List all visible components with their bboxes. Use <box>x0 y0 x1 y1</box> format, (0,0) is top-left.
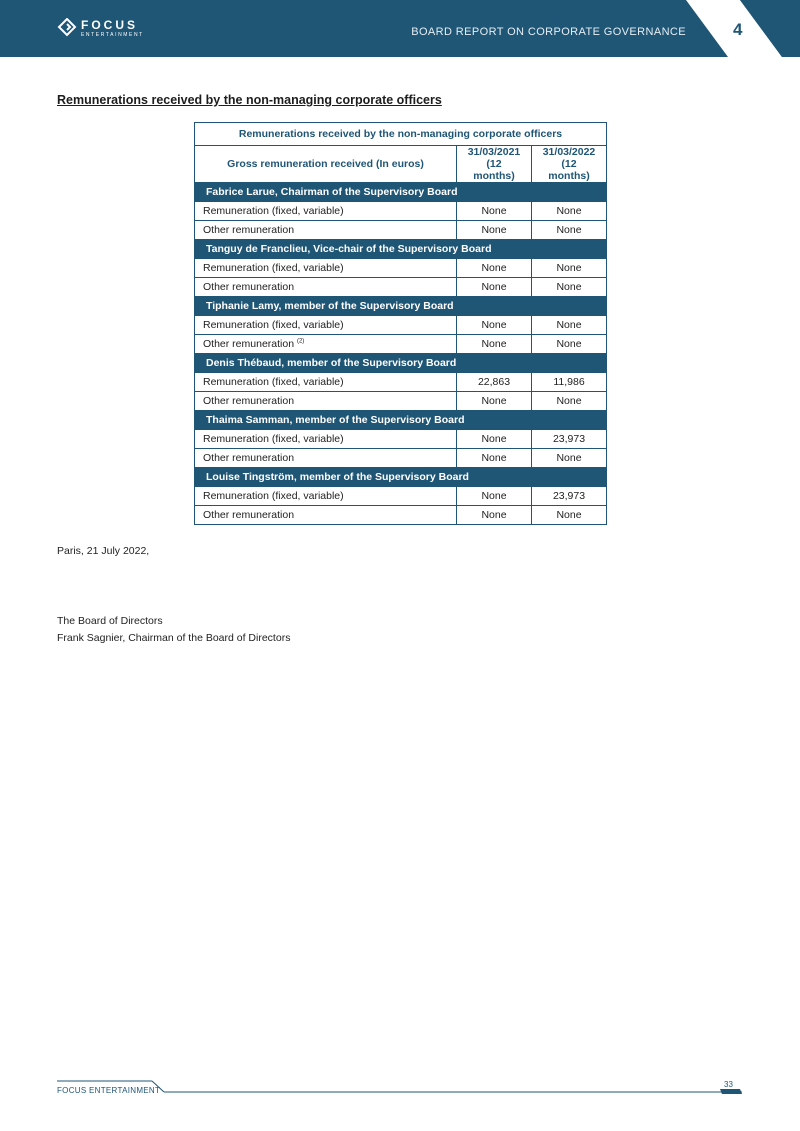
row-label-cell <box>195 202 457 221</box>
logo-main-text: FOCUS <box>81 17 138 32</box>
table-row <box>195 278 607 297</box>
value-2021: None <box>457 259 532 278</box>
value-2021: None <box>457 202 532 221</box>
table-row <box>195 373 607 392</box>
header-title: BOARD REPORT ON CORPORATE GOVERNANCE <box>411 26 686 38</box>
row-label-cell <box>195 335 457 354</box>
table-row <box>195 202 607 221</box>
table-row <box>195 449 607 468</box>
value-2022: 11,986 <box>532 373 607 392</box>
table-group-header <box>195 183 607 202</box>
row-label: Remuneration (fixed, variable) <box>203 319 344 331</box>
group-name: Denis Thébaud, member of the Supervisory Board <box>195 354 607 373</box>
value-2021: None <box>457 278 532 297</box>
page-number: 33 <box>724 1080 733 1089</box>
logo-wordmark <box>81 19 144 38</box>
table-row <box>195 506 607 525</box>
table-row <box>195 487 607 506</box>
table-group-header <box>195 354 607 373</box>
signature-line-1: The Board of Directors <box>57 615 163 627</box>
row-label-cell <box>195 430 457 449</box>
table-row <box>195 316 607 335</box>
row-label: Remuneration (fixed, variable) <box>203 262 344 274</box>
section-title: Remunerations received by the non-managing corporate officers <box>57 93 442 107</box>
row-label-cell <box>195 506 457 525</box>
value-2022: None <box>532 506 607 525</box>
table-group-header <box>195 240 607 259</box>
value-2021: 22,863 <box>457 373 532 392</box>
column-header-2022: 31/03/2022 (12 months) <box>532 146 607 183</box>
table-group-header <box>195 468 607 487</box>
chapter-number: 4 <box>733 20 743 39</box>
table-row <box>195 430 607 449</box>
value-2021: None <box>457 392 532 411</box>
value-2022: 23,973 <box>532 487 607 506</box>
row-label: Remuneration (fixed, variable) <box>203 205 344 217</box>
table-row <box>195 259 607 278</box>
value-2022: None <box>532 221 607 240</box>
row-label: Other remuneration <box>203 338 295 350</box>
row-label-cell <box>195 316 457 335</box>
row-label: Other remuneration <box>203 224 295 236</box>
value-2021: None <box>457 221 532 240</box>
column-header-label: Gross remuneration received (In euros) <box>195 146 457 183</box>
value-2021: None <box>457 430 532 449</box>
group-name: Thaima Samman, member of the Supervisory Board <box>195 411 607 430</box>
group-name: Tiphanie Lamy, member of the Supervisory Board <box>195 297 607 316</box>
value-2022: 23,973 <box>532 430 607 449</box>
value-2022: None <box>532 335 607 354</box>
footnote-marker: (2) <box>296 338 305 345</box>
group-name: Fabrice Larue, Chairman of the Supervisory Board <box>195 183 607 202</box>
value-2022: None <box>532 449 607 468</box>
group-name: Louise Tingström, member of the Supervisory Board <box>195 468 607 487</box>
table-row <box>195 221 607 240</box>
value-2021: None <box>457 449 532 468</box>
value-2022: None <box>532 392 607 411</box>
row-label: Other remuneration <box>203 281 295 293</box>
group-name: Tanguy de Franclieu, Vice-chair of the Supervisory Board <box>195 240 607 259</box>
place-date: Paris, 21 July 2022, <box>57 545 150 557</box>
value-2022: None <box>532 259 607 278</box>
row-label: Remuneration (fixed, variable) <box>203 376 344 388</box>
column-header-2021: 31/03/2021 (12 months) <box>457 146 532 183</box>
row-label: Remuneration (fixed, variable) <box>203 433 344 445</box>
row-label-cell <box>195 449 457 468</box>
row-label: Other remuneration <box>203 509 295 521</box>
row-label-cell <box>195 221 457 240</box>
row-label: Other remuneration <box>203 452 295 464</box>
value-2021: None <box>457 487 532 506</box>
value-2021: None <box>457 335 532 354</box>
row-label: Other remuneration <box>203 395 295 407</box>
table-caption: Remunerations received by the non-managing corporate officers <box>195 123 607 146</box>
row-label-cell <box>195 259 457 278</box>
row-label-cell <box>195 278 457 297</box>
row-label: Remuneration (fixed, variable) <box>203 490 344 502</box>
signature-line-2: Frank Sagnier, Chairman of the Board of Directors <box>57 632 291 644</box>
value-2022: None <box>532 278 607 297</box>
value-2021: None <box>457 506 532 525</box>
footer-brand: FOCUS ENTERTAINMENT <box>57 1086 161 1095</box>
value-2022: None <box>532 202 607 221</box>
table-group-header <box>195 411 607 430</box>
row-label-cell <box>195 487 457 506</box>
row-label-cell <box>195 392 457 411</box>
table-row <box>195 392 607 411</box>
focus-logo-icon <box>57 18 77 38</box>
row-label-cell <box>195 373 457 392</box>
logo-sub-text: ENTERTAINMENT <box>81 31 144 38</box>
value-2022: None <box>532 316 607 335</box>
table-row <box>195 335 607 354</box>
remuneration-table <box>194 122 607 525</box>
value-2021: None <box>457 316 532 335</box>
table-group-header <box>195 297 607 316</box>
brand-logo <box>57 17 144 39</box>
